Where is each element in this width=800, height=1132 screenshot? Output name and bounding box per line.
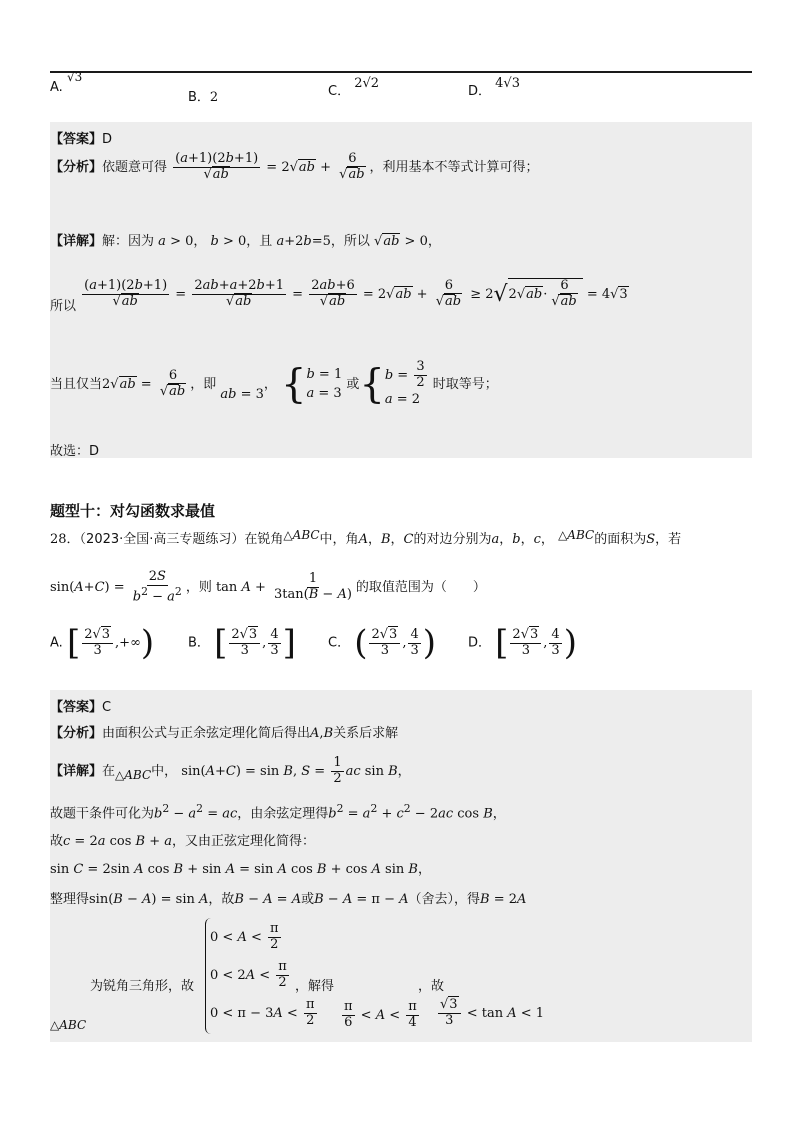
q28-detail-line2: 故题干条件可化为$b^2 - a^2$ = ac，由余弦定理得$b^2 = a^2 + c^2 - 2ac$ cos B， bbox=[50, 802, 506, 822]
prev-detail-line: 【详解】解：因为 a > 0， b > 0，且 a+2b=5，所以 √ab > 0， bbox=[50, 234, 441, 249]
q28-option-c[interactable]: C． ( $\frac{2√3}{3}$ , $\frac{4}{3}$ ) bbox=[328, 623, 437, 663]
inequality-1: 0 < A < $\frac{\pi}{2}$ bbox=[210, 921, 279, 952]
prev-option-d[interactable]: D． 4√3 bbox=[468, 76, 520, 99]
header-rule bbox=[50, 71, 752, 73]
prev-option-a-value: √3 bbox=[66, 70, 83, 84]
prev-derivation-line: 所以 $\frac{(a+1)(2b+1)}{√ab}$ = $\frac{2ab+a+2b+1}{√ab}$ = $\frac{2ab+6}{√ab}$ = 2√ab + $\frac{6}{√ab}$ ≥ 2√2√ ab · $\frac{6}{√ab}$ = 4√3 bbox=[50, 278, 628, 314]
question-28-stem: 28．（2023·全国·高三专题练习）在锐角△ABC中，角A，B，C的对边分别为a，b，c， △ABC的面积为S，若 bbox=[50, 528, 682, 547]
prev-equality-line: 当且仅当2√ab = $\frac{6}{√ab}$ ，即 ab = 3， { b = 1 a = 3 或{ b = $\frac{3}{2}$ a = 2 时取等号； bbox=[50, 359, 498, 408]
prev-analysis-line: 【分析】依题意可得 $\frac{(a+1)(2b+1)}{√ab}$ = 2√ab + $\frac{6}{√ab}$ ，利用基本不等式计算可得； bbox=[50, 151, 539, 182]
q28-detail-line3: 故c = 2a cos B + a，又由正弦定理化简得： bbox=[50, 834, 316, 849]
inequality-2: 0 < 2A < $\frac{\pi}{2}$ bbox=[210, 959, 287, 990]
analysis-fraction: $\frac{(a+1)(2b+1)}{√ab}$ bbox=[175, 151, 259, 182]
prev-option-c-value: 2√2 bbox=[354, 76, 380, 91]
section-title: 题型十：对勾函数求最值 bbox=[50, 502, 216, 520]
prev-choose-line: 故选：D bbox=[50, 444, 100, 459]
solve-label: ，解得 bbox=[295, 979, 335, 994]
acute-label: 为锐角三角形，故 bbox=[90, 979, 195, 994]
q28-option-b[interactable]: B． [ $\frac{2√3}{3}$ , $\frac{4}{3}$ ] bbox=[188, 623, 296, 663]
hence-label: ，故 bbox=[418, 979, 445, 994]
tan-range: $\frac{√3}{3}$ < tan A < 1 bbox=[440, 997, 545, 1028]
q28-answer-line: 【答案】C bbox=[50, 700, 112, 715]
prev-option-b[interactable]: B．2 bbox=[188, 90, 219, 105]
prev-option-c[interactable]: C． 2√2 bbox=[328, 76, 380, 99]
q28-detail-line1: 【详解】在△ABC中， sin(A+C) = sin B, S = $\frac{1}{2}$ ac sin B， bbox=[50, 755, 411, 786]
inequality-3: 0 < π − 3A < $\frac{\pi}{2}$ bbox=[210, 997, 315, 1028]
q28-option-a[interactable]: A. [ $\frac{2√3}{3}$ ,+∞) bbox=[50, 623, 155, 663]
prev-option-d-value: 4√3 bbox=[495, 76, 520, 91]
triangle-abc-label: △ABC bbox=[50, 1018, 87, 1032]
q28-option-d[interactable]: D． [ $\frac{2√3}{3}$ , $\frac{4}{3}$ ) bbox=[468, 623, 577, 663]
prev-option-a[interactable]: A. √3 bbox=[50, 70, 83, 95]
angle-range: $\frac{\pi}{6}$ < A < $\frac{\pi}{4}$ bbox=[344, 999, 417, 1030]
question-28-condition: sin(A+C) = $\frac{2S}{b^2 - a^2}$ ，则 tan A + $\frac{1}{3\tan(B - A)}$ 的取值范围为（ ） bbox=[50, 569, 486, 605]
prev-answer-line: 【答案】D bbox=[50, 132, 113, 147]
q28-analysis-line: 【分析】由面积公式与正余弦定理化简后得出A,B关系后求解 bbox=[50, 726, 399, 741]
q28-detail-line4: sin C = 2sin A cos B + sin A = sin A cos B + cos A sin B， bbox=[50, 862, 431, 877]
q28-detail-line5: 整理得sin(B − A) = sin A，故B − A = A或B − A = π − A（舍去），得B = 2A bbox=[50, 892, 527, 907]
